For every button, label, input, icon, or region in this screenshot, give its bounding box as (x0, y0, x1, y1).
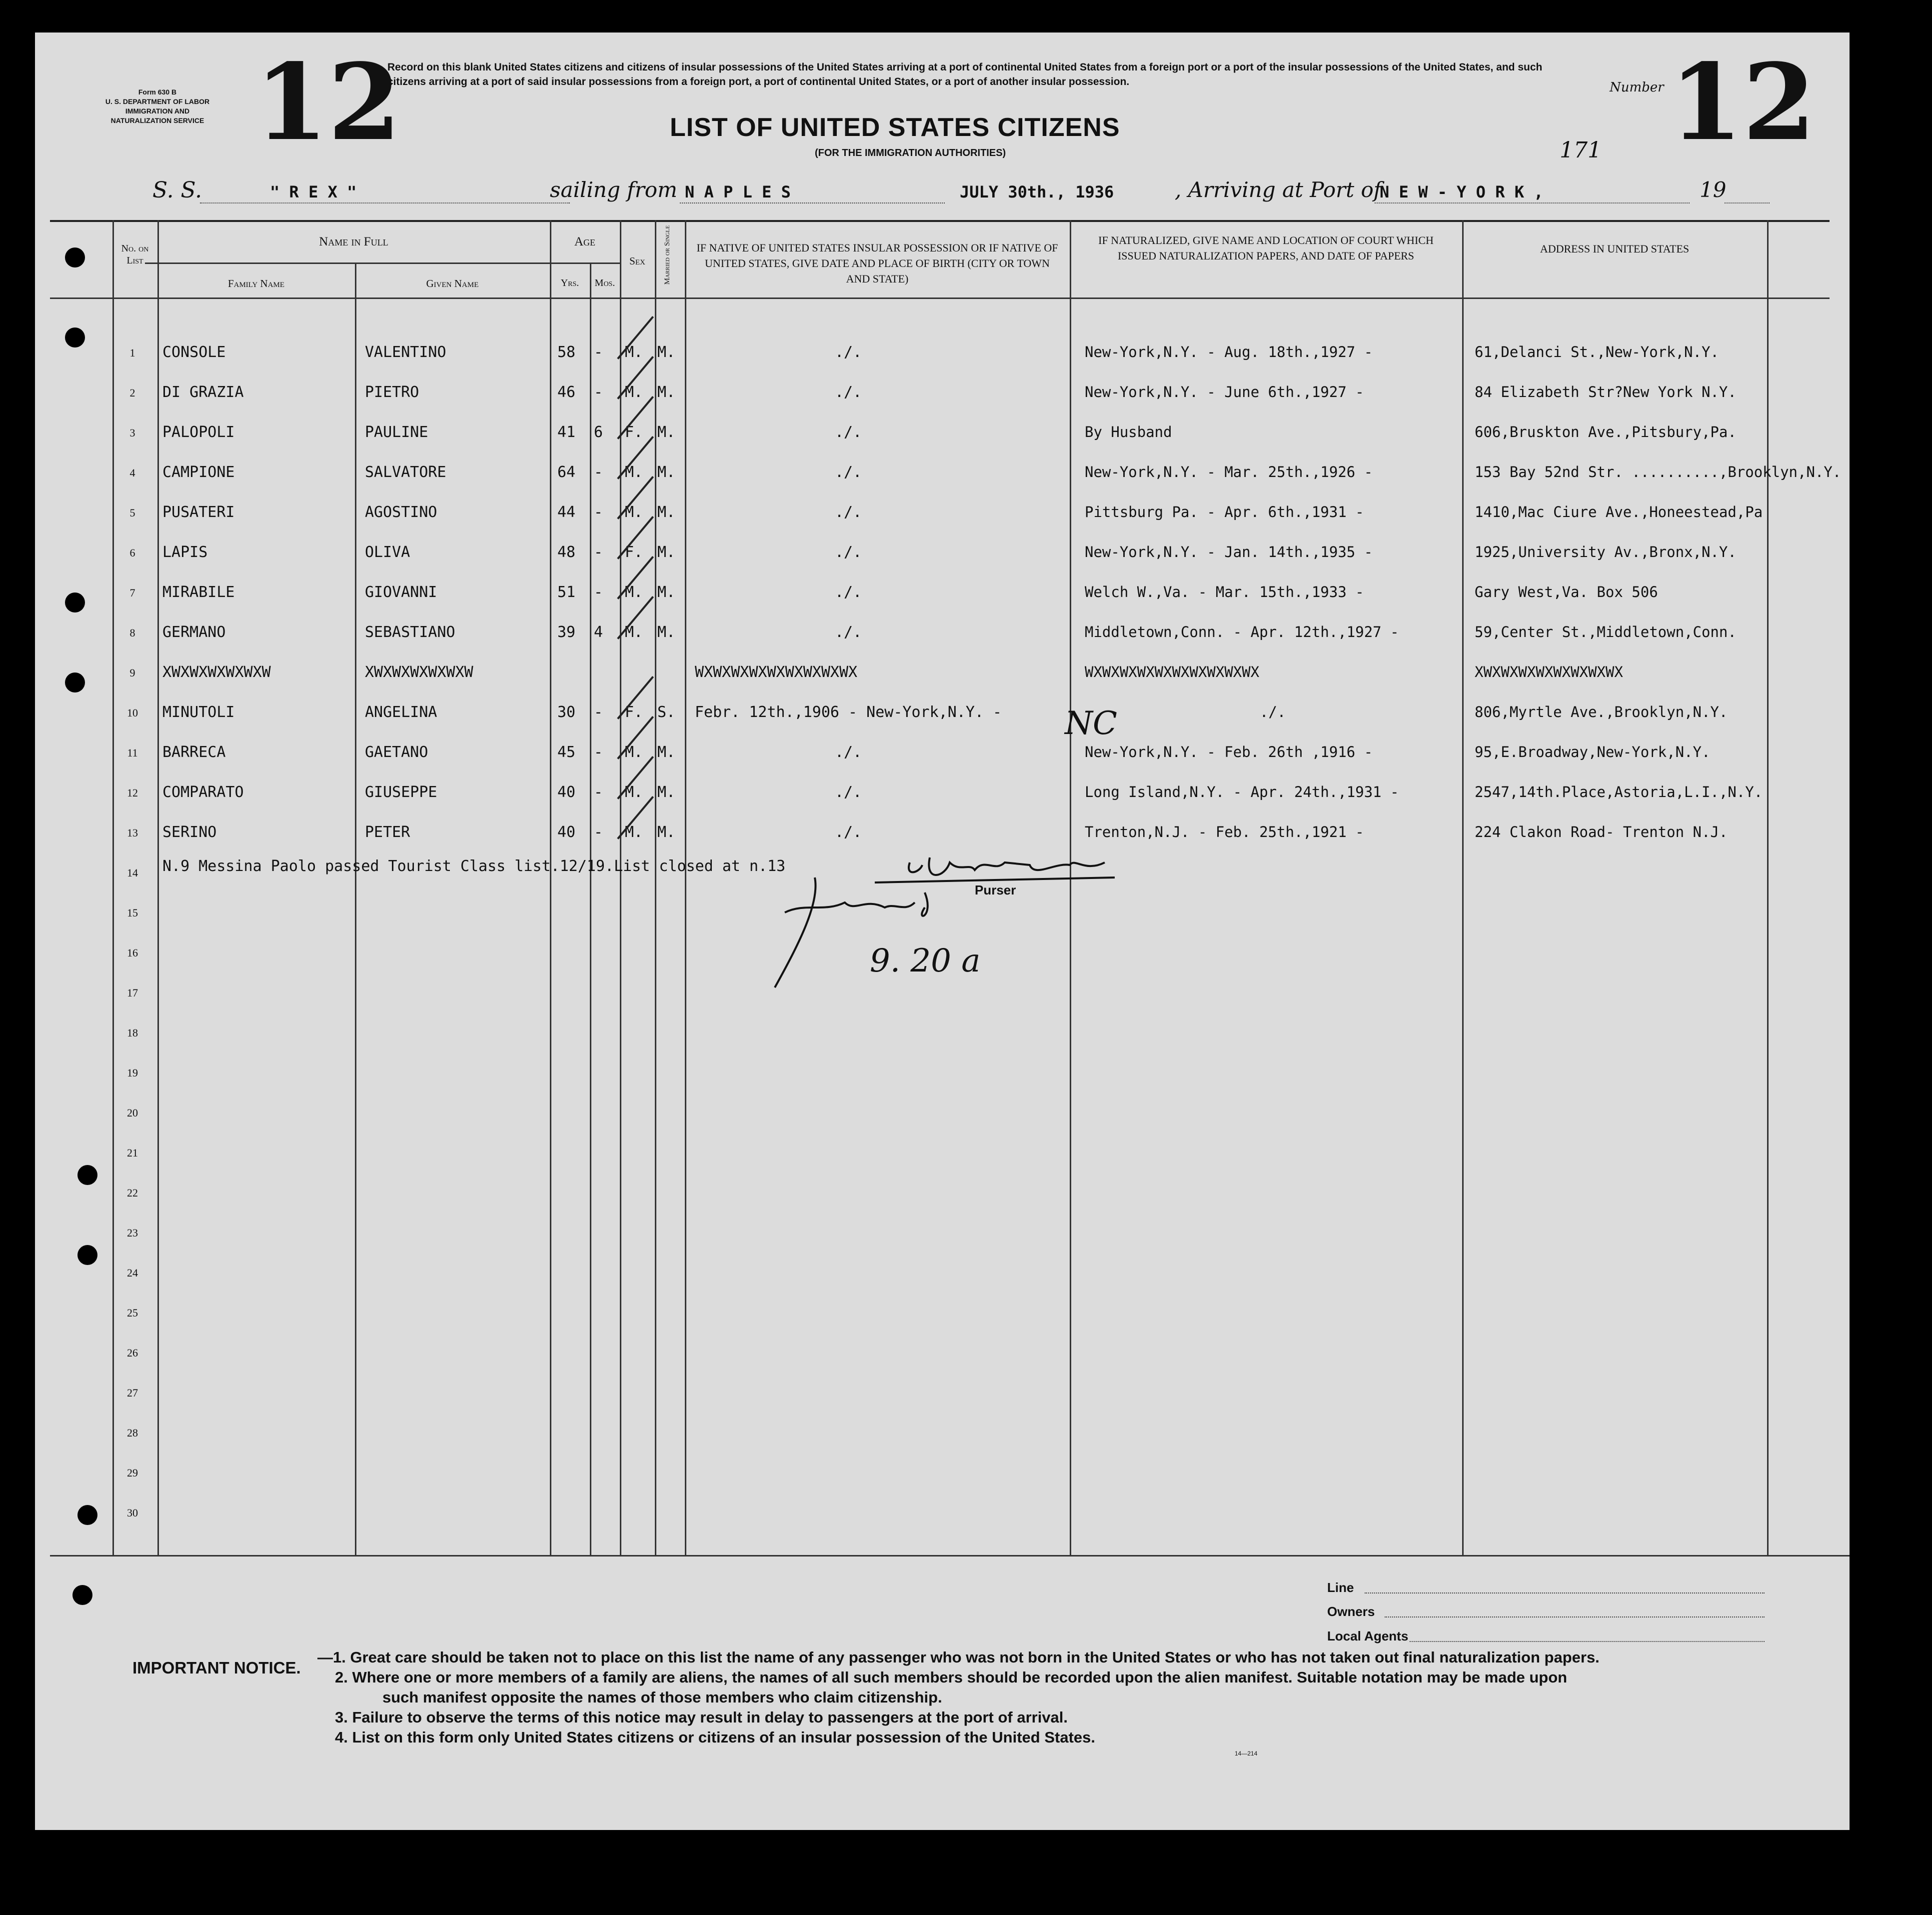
native-birth: ./. (835, 624, 862, 641)
page-reference: 171 (1560, 138, 1602, 163)
print-code: 14—214 (1235, 1750, 1258, 1757)
given-name: PIETRO (365, 384, 419, 401)
family-name: CAMPIONE (162, 464, 235, 481)
address: 806,Myrtle Ave.,Brooklyn,N.Y. (1475, 704, 1728, 720)
family-name: LAPIS (162, 544, 208, 561)
age-months: - (594, 704, 603, 721)
row-number: 17 (127, 986, 138, 999)
header-sex: Sex (629, 255, 645, 267)
native-birth: ./. (835, 824, 862, 841)
given-name: GIUSEPPE (365, 784, 437, 801)
age-months: - (594, 464, 603, 481)
given-name: OLIVA (365, 544, 410, 561)
naturalization: WXWXWXWXWXWXWXWXWXWX (1085, 664, 1260, 680)
row-number: 26 (127, 1346, 138, 1359)
row-number: 14 (127, 866, 138, 879)
header-age: Age (574, 235, 596, 248)
header-naturalized: IF NATURALIZED, GIVE NAME AND LOCATION OF COURT WHICH ISSUED NATURALIZATION PAPERS, AND DATE OF PAPERS (1098, 234, 1434, 262)
header-married-single: Married or Single (663, 225, 671, 285)
age-years: 40 (557, 824, 576, 841)
marital-status: M. (657, 784, 676, 801)
family-name: SERINO (162, 824, 217, 841)
address: 224 Clakon Road- Trenton N.J. (1475, 824, 1728, 840)
header-mos: Mos. (594, 278, 615, 288)
form-instructions: Record on this blank United States citizens and citizens of insular possessions of the United States arriving at a port of continental United States from a foreign port or a port of the insular possessions of the United States, and such citizens arriving at a port of said insular possessions from a foreign port, a port of continental United States, or a port of another insular possession. (387, 62, 1543, 88)
marital-status: M. (657, 464, 676, 481)
given-name: ANGELINA (365, 704, 437, 721)
purser-label: Purser (975, 882, 1016, 898)
row-number: 29 (127, 1466, 138, 1479)
naturalization: Welch W.,Va. - Mar. 15th.,1933 - (1085, 584, 1364, 600)
sex: F. (625, 704, 643, 721)
family-name: CONSOLE (162, 344, 226, 361)
age-years: 46 (557, 384, 576, 401)
age-months: 4 (594, 624, 603, 641)
marital-status: M. (657, 384, 676, 401)
port-to: N E W - Y O R K , (1380, 182, 1544, 202)
arriving-label: , Arriving at Port of (1175, 178, 1382, 202)
binder-hole-8 (72, 1585, 92, 1605)
naturalization: Long Island,N.Y. - Apr. 24th.,1931 - (1085, 784, 1399, 800)
row-number: 25 (127, 1306, 138, 1319)
given-name: GIOVANNI (365, 584, 437, 601)
notice-item-3: 3. Failure to observe the terms of this notice may result in delay to passengers at the port of arrival. (335, 1708, 1068, 1726)
header-native-birth: IF NATIVE OF UNITED STATES INSULAR POSSESSION OR IF NATIVE OF UNITED STATES, GIVE DATE AND PLACE OF BIRTH (CITY OR TOWN AND STATE) (696, 242, 1058, 285)
form-id-line2: U. S. DEPARTMENT OF LABOR (105, 98, 210, 106)
handwritten-time: 9. 20 a (870, 942, 981, 980)
row-number: 8 (129, 626, 135, 639)
sex: M. (625, 344, 643, 361)
given-name: XWXWXWXWXWXW (365, 664, 473, 681)
native-birth: ./. (835, 584, 862, 601)
marital-status: M. (657, 544, 676, 561)
notice-item-4: 4. List on this form only United States citizens or citizens of an insular possession of the United States. (335, 1728, 1095, 1746)
row-number: 16 (127, 946, 138, 959)
native-birth: ./. (835, 424, 862, 441)
sex: M. (625, 464, 643, 481)
age-months: - (594, 824, 603, 841)
row-number: 4 (129, 466, 135, 479)
native-birth: ./. (835, 504, 862, 521)
age-years: 44 (557, 504, 576, 521)
age-years: 40 (557, 784, 576, 801)
row-number: 12 (127, 786, 138, 799)
marital-status: M. (657, 424, 676, 441)
naturalization: Pittsburg Pa. - Apr. 6th.,1931 - (1085, 504, 1364, 520)
marital-status: M. (657, 504, 676, 521)
sex: M. (625, 624, 643, 641)
header-address: ADDRESS IN UNITED STATES (1540, 242, 1690, 255)
family-name: BARRECA (162, 744, 226, 761)
header-family-name: Family Name (227, 278, 285, 290)
naturalization: New-York,N.Y. - Mar. 25th.,1926 - (1085, 464, 1373, 480)
manifest-page (35, 32, 1850, 1830)
binder-hole-5 (77, 1165, 97, 1185)
row-number: 6 (129, 546, 135, 559)
big-number-right: 12 (1670, 40, 1816, 164)
naturalization: New-York,N.Y. - Jan. 14th.,1935 - (1085, 544, 1373, 560)
native-birth: Febr. 12th.,1906 - New-York,N.Y. - (695, 704, 1002, 721)
native-birth: ./. (835, 744, 862, 761)
native-birth: ./. (835, 544, 862, 561)
row-number: 22 (127, 1186, 138, 1199)
native-birth: ./. (835, 344, 862, 361)
age-months: - (594, 544, 603, 561)
naturalization: Middletown,Conn. - Apr. 12th.,1927 - (1085, 624, 1399, 640)
family-name: MINUTOLI (162, 704, 235, 721)
owners-label: Owners (1327, 1604, 1375, 1619)
row-number: 3 (129, 426, 135, 439)
age-years: 58 (557, 344, 576, 361)
sailing-label: sailing from (550, 178, 677, 202)
address: 1925,University Av.,Bronx,N.Y. (1475, 544, 1737, 560)
form-id-line1: Form 630 B (138, 88, 177, 96)
row14-note: N.9 Messina Paolo passed Tourist Class list.12/19.List closed at n.13 (162, 858, 786, 875)
sex: F. (625, 424, 643, 441)
age-years: 39 (557, 624, 576, 641)
given-name: PAULINE (365, 424, 428, 441)
native-birth: WXWXWXWXWXWXWXWXWX (695, 664, 858, 681)
native-birth: ./. (835, 384, 862, 401)
address: 1410,Mac Ciure Ave.,Honeestead,Pa (1475, 504, 1763, 520)
address: XWXWXWXWXWXWXWXWX (1475, 664, 1623, 680)
age-months: - (594, 784, 603, 801)
sex: M. (625, 584, 643, 601)
age-months: - (594, 344, 603, 361)
row-number: 7 (129, 586, 135, 599)
age-months: - (594, 584, 603, 601)
marital-status: S. (657, 704, 676, 721)
marital-status: M. (657, 584, 676, 601)
page-subtitle: (FOR THE IMMIGRATION AUTHORITIES) (815, 148, 1006, 158)
address: 606,Bruskton Ave.,Pitsbury,Pa. (1475, 424, 1737, 440)
notice-item-2: 2. Where one or more members of a family are aliens, the names of all such members should be recorded upon the alien manifest. Suitable notation may be made upon (335, 1668, 1568, 1686)
naturalization: Trenton,N.J. - Feb. 25th.,1921 - (1085, 824, 1364, 840)
sex: M. (625, 784, 643, 801)
year-suffix: 19 (1700, 178, 1727, 202)
row-number: 21 (127, 1146, 138, 1159)
sex: M. (625, 504, 643, 521)
notice-item-1: —1. Great care should be taken not to place on this list the name of any passenger who was not born in the United States or who has not taken out final naturalization papers. (317, 1648, 1600, 1666)
ss-label: S. S. (152, 178, 202, 203)
row-number: 13 (127, 826, 138, 839)
family-name: GERMANO (162, 624, 226, 641)
age-months: - (594, 384, 603, 401)
address: 61,Delanci St.,New-York,N.Y. (1475, 344, 1719, 360)
marital-status: M. (657, 344, 676, 361)
row-number: 23 (127, 1226, 138, 1239)
naturalization: New-York,N.Y. - Feb. 26th ,1916 - (1085, 744, 1373, 760)
row-number: 5 (129, 506, 135, 519)
sex: F. (625, 544, 643, 561)
marital-status: M. (657, 744, 676, 761)
age-months: - (594, 504, 603, 521)
marital-status: M. (657, 824, 676, 841)
age-years: 30 (557, 704, 576, 721)
row-number: 10 (127, 706, 138, 719)
family-name: PALOPOLI (162, 424, 235, 441)
row-number: 30 (127, 1506, 138, 1519)
given-name: VALENTINO (365, 344, 446, 361)
line-label: Line (1327, 1580, 1354, 1595)
row-number: 24 (127, 1266, 138, 1279)
row-number: 18 (127, 1026, 138, 1039)
number-label: Number (1610, 80, 1664, 95)
age-years: 64 (557, 464, 576, 481)
naturalization: New-York,N.Y. - Aug. 18th.,1927 - (1085, 344, 1373, 360)
sex: M. (625, 384, 643, 401)
native-birth: ./. (835, 784, 862, 801)
binder-hole-6 (77, 1245, 97, 1265)
notice-item-2-cont: such manifest opposite the names of those members who claim citizenship. (382, 1688, 942, 1706)
family-name: DI GRAZIA (162, 384, 244, 401)
page-title: LIST OF UNITED STATES CITIZENS (670, 113, 1120, 142)
address: Gary West,Va. Box 506 (1475, 584, 1658, 600)
given-name: SALVATORE (365, 464, 446, 481)
address: 95,E.Broadway,New-York,N.Y. (1475, 744, 1711, 760)
naturalization: By Husband (1085, 424, 1172, 440)
address: 2547,14th.Place,Astoria,L.I.,N.Y. (1475, 784, 1763, 800)
row-number: 19 (127, 1066, 138, 1079)
header-given-name: Given Name (426, 278, 479, 290)
row-number: 20 (127, 1106, 138, 1119)
big-number-left: 12 (255, 40, 401, 164)
ship-name: " R E X " (270, 182, 357, 202)
header-yrs: Yrs. (560, 278, 579, 288)
family-name: COMPARATO (162, 784, 244, 801)
header-no-on-list: No. on List (121, 243, 149, 266)
row-number: 15 (127, 906, 138, 919)
row-number: 2 (129, 386, 135, 399)
binder-hole-7 (77, 1505, 97, 1525)
age-months: 6 (594, 424, 603, 441)
binder-hole-1 (65, 248, 85, 268)
form-id-line3: IMMIGRATION AND NATURALIZATION SERVICE (110, 107, 204, 124)
sex: M. (625, 744, 643, 761)
row-number: 27 (127, 1386, 138, 1399)
age-years: 45 (557, 744, 576, 761)
row-number: 9 (129, 666, 135, 679)
naturalization: New-York,N.Y. - June 6th.,1927 - (1085, 384, 1364, 400)
row-number: 1 (129, 346, 135, 359)
address: 153 Bay 52nd Str. ..........,Brooklyn,N.Y. (1475, 464, 1842, 480)
age-years: 51 (557, 584, 576, 601)
family-name: PUSATERI (162, 504, 235, 521)
header-name-in-full: Name in Full (319, 235, 388, 248)
naturalization: ./. (1260, 704, 1286, 720)
binder-hole-3 (65, 592, 85, 612)
given-name: GAETANO (365, 744, 428, 761)
port-from: N A P L E S (685, 182, 791, 202)
nc-mark: NC (1065, 705, 1117, 742)
binder-hole-2 (65, 328, 85, 348)
native-birth: ./. (835, 464, 862, 481)
sex: M. (625, 824, 643, 841)
form-identifier (100, 88, 215, 126)
family-name: XWXWXWXWXWXW (162, 664, 271, 681)
given-name: AGOSTINO (365, 504, 437, 521)
age-months: - (594, 744, 603, 761)
binder-hole-4 (65, 672, 85, 692)
notice-title: IMPORTANT NOTICE. (132, 1658, 301, 1677)
row-number: 28 (127, 1426, 138, 1439)
local-agents-label: Local Agents (1327, 1628, 1409, 1644)
family-name: MIRABILE (162, 584, 235, 601)
age-years: 48 (557, 544, 576, 561)
address: 59,Center St.,Middletown,Conn. (1475, 624, 1737, 640)
given-name: SEBASTIANO (365, 624, 455, 641)
given-name: PETER (365, 824, 410, 841)
age-years: 41 (557, 424, 576, 441)
row-number: 11 (127, 746, 138, 759)
sailing-date: JULY 30th., 1936 (960, 182, 1114, 202)
marital-status: M. (657, 624, 676, 641)
address: 84 Elizabeth Str?New York N.Y. (1475, 384, 1737, 400)
